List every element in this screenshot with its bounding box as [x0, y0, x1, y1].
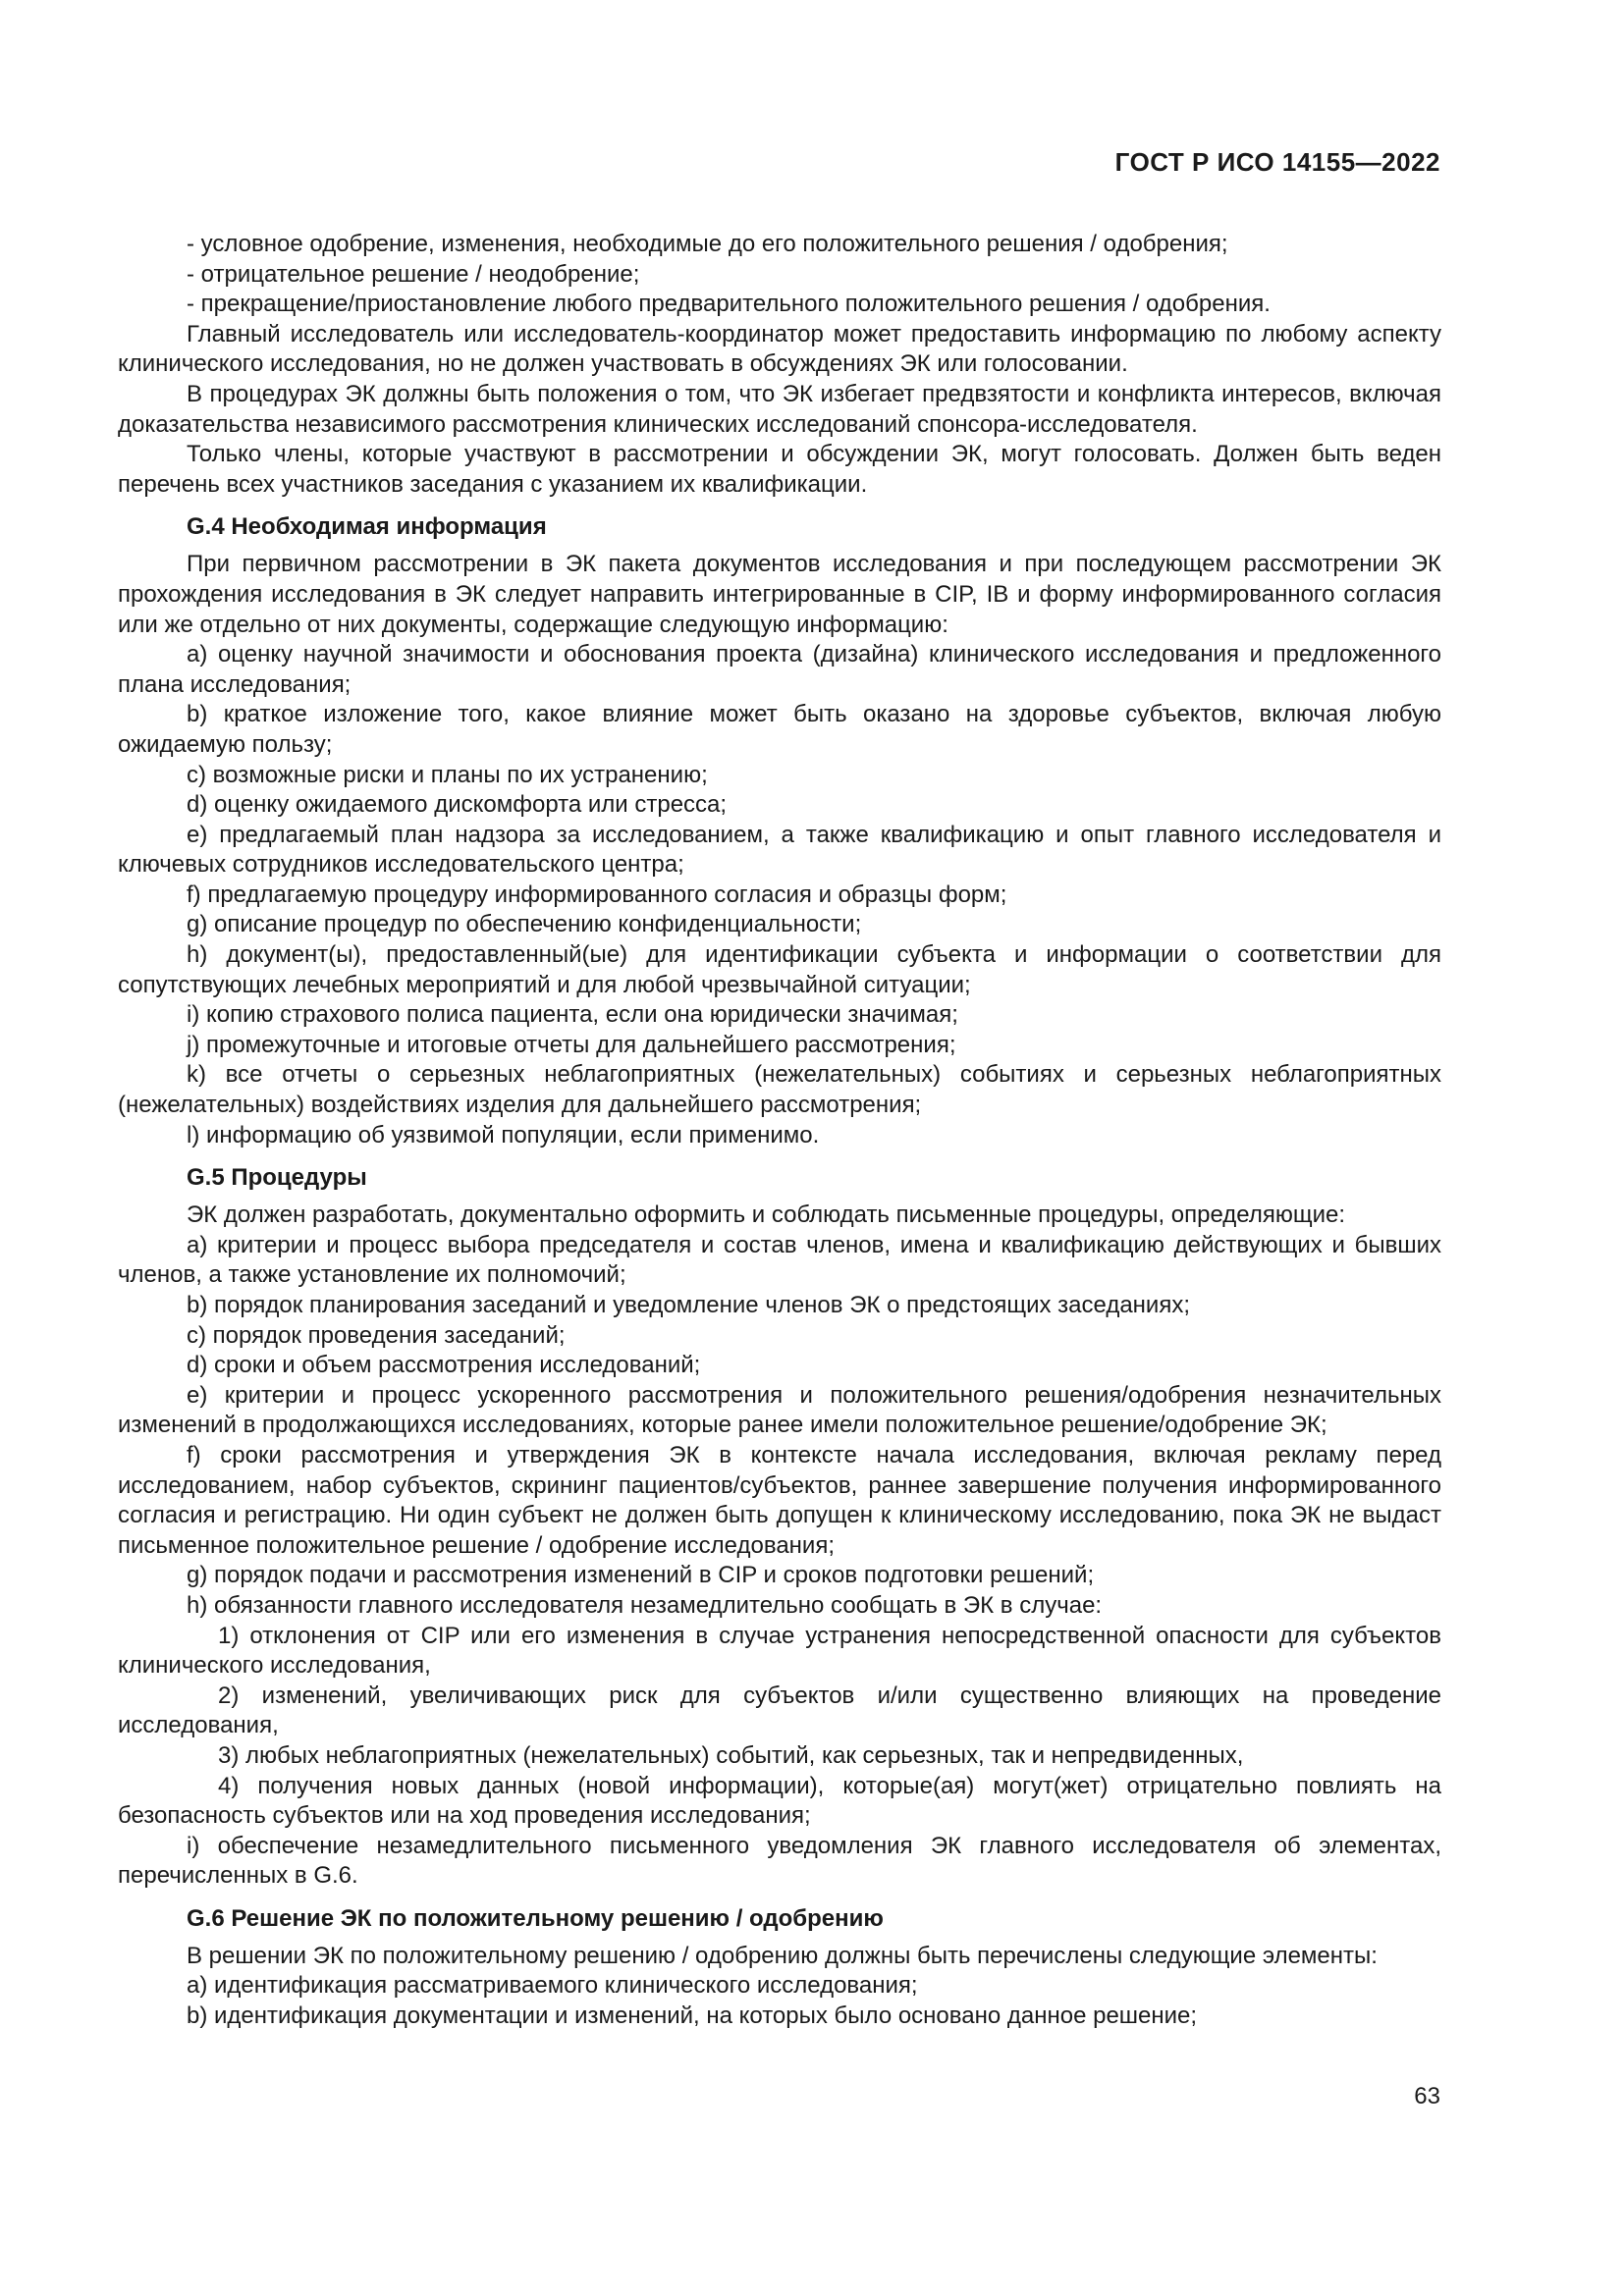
list-item: a) критерии и процесс выбора председателя и состав членов, имена и квалификацию действующих и бывших членов, а также установление их полномочий;	[118, 1231, 1441, 1289]
paragraph: В процедурах ЭК должны быть положения о том, что ЭК избегает предвзятости и конфликта интересов, включая доказательства независимого рассмотрения клинических исследований спонсора-исследователя.	[118, 380, 1441, 438]
list-item: a) идентификация рассматриваемого клинического исследования;	[187, 1972, 918, 2000]
list-item: f) предлагаемую процедуру информированного согласия и образцы форм;	[187, 881, 1007, 908]
dash-item: - отрицательное решение / неодобрение;	[187, 260, 640, 288]
list-item: j) промежуточные и итоговые отчеты для дальнейшего рассмотрения;	[187, 1031, 956, 1058]
list-item: e) предлагаемый план надзора за исследованием, а также квалификацию и опыт главного исследователя и ключевых сотрудников исследовательского центра;	[118, 821, 1441, 879]
list-item: c) возможные риски и планы по их устранению;	[187, 761, 708, 788]
dash-item: - условное одобрение, изменения, необходимые до его положительного решения / одобрения;	[187, 231, 1228, 257]
list-item: a) оценку научной значимости и обоснования проекта (дизайна) клинического исследования и предложенного плана исследования;	[118, 641, 1441, 698]
page-content	[118, 230, 1441, 2032]
list-item: h) обязанности главного исследователя незамедлительно сообщать в ЭК в случае:	[187, 1591, 1103, 1619]
section-intro: При первичном рассмотрении в ЭК пакета документов исследования и при последующем рассмотрении ЭК прохождения исследования в ЭК следует направить интегрированные в CIP, IB и форму информированного согласия или же отдельно от них документы, содержащие следующую информацию:	[118, 551, 1441, 638]
paragraph: Главный исследователь или исследователь-координатор может предоставить информацию по любому аспекту клинического исследования, но не должен участвовать в обсуждениях ЭК или голосовании.	[118, 320, 1441, 378]
section-intro: ЭК должен разработать, документально оформить и соблюдать письменные процедуры, определяющие:	[187, 1201, 1346, 1229]
section-heading-g5: G.5 Процедуры	[187, 1164, 367, 1192]
sub-list-item: 2) изменений, увеличивающих риск для субъектов и/или существенно влияющих на проведение исследования,	[118, 1682, 1441, 1739]
list-item: f) сроки рассмотрения и утверждения ЭК в контексте начала исследования, включая рекламу перед исследованием, набор субъектов, скрининг пациентов/субъектов, раннее завершение получения информированного согласия и регистрацию. Ни один субъект не должен быть допущен к клиническому исследованию, пока ЭК не выдаст письменное положительное решение / одобрение исследования;	[118, 1441, 1441, 1559]
list-item: e) критерии и процесс ускоренного рассмотрения и положительного решения/одобрения незначительных изменений в продолжающихся исследованиях, которые ранее имели положительное решение/одобрение ЭК;	[118, 1381, 1441, 1439]
list-item: b) краткое изложение того, какое влияние может быть оказано на здоровье субъектов, включая любую ожидаемую пользу;	[118, 701, 1441, 758]
section-heading-g4: G.4 Необходимая информация	[187, 513, 547, 541]
list-item: c) порядок проведения заседаний;	[187, 1321, 566, 1349]
sub-list-item: 1) отклонения от CIP или его изменения в случае устранения непосредственной опасности для субъектов клинического исследования,	[118, 1622, 1441, 1680]
document-code: ГОСТ Р ИСО 14155—2022	[1114, 147, 1440, 177]
list-item: i) обеспечение незамедлительного письменного уведомления ЭК главного исследователя об элементах, перечисленных в G.6.	[118, 1832, 1441, 1890]
section-heading-g6: G.6 Решение ЭК по положительному решению / одобрению	[187, 1904, 884, 1932]
list-item: i) копию страхового полиса пациента, если она юридически значимая;	[187, 1001, 958, 1029]
sub-list-item: 3) любых неблагоприятных (нежелательных) событий, как серьезных, так и непредвиденных,	[218, 1741, 1244, 1769]
list-item: g) порядок подачи и рассмотрения изменений в CIP и сроков подготовки решений;	[187, 1562, 1095, 1589]
list-item: k) все отчеты о серьезных неблагоприятных (нежелательных) событиях и серьезных неблагоприятных (нежелательных) воздействиях изделия для дальнейшего рассмотрения;	[118, 1061, 1441, 1119]
paragraph: Только члены, которые участвуют в рассмотрении и обсуждении ЭК, могут голосовать. Должен быть веден перечень всех участников заседания с указанием их квалификации.	[118, 441, 1441, 498]
list-item: b) идентификация документации и изменений, на которых было основано данное решение;	[187, 2002, 1198, 2030]
list-item: d) оценку ожидаемого дискомфорта или стресса;	[187, 791, 728, 819]
sub-list-item: 4) получения новых данных (новой информации), которые(ая) могут(жет) отрицательно повлиять на безопасность субъектов или на ход проведения исследования;	[118, 1772, 1441, 1830]
list-item: g) описание процедур по обеспечению конфиденциальности;	[187, 911, 862, 938]
page-number: 63	[1414, 2083, 1440, 2109]
list-item: d) сроки и объем рассмотрения исследований;	[187, 1352, 701, 1379]
list-item: h) документ(ы), предоставленный(ые) для идентификации субъекта и информации о соответствии для сопутствующих лечебных мероприятий и для любой чрезвычайной ситуации;	[118, 941, 1441, 998]
dash-item: - прекращение/приостановление любого предварительного положительного решения / одобрения.	[187, 291, 1271, 318]
list-item: b) порядок планирования заседаний и уведомление членов ЭК о предстоящих заседаниях;	[187, 1292, 1191, 1318]
section-intro: В решении ЭК по положительному решению / одобрению должны быть перечислены следующие элементы:	[187, 1942, 1378, 1969]
list-item: l) информацию об уязвимой популяции, если применимо.	[187, 1121, 820, 1148]
